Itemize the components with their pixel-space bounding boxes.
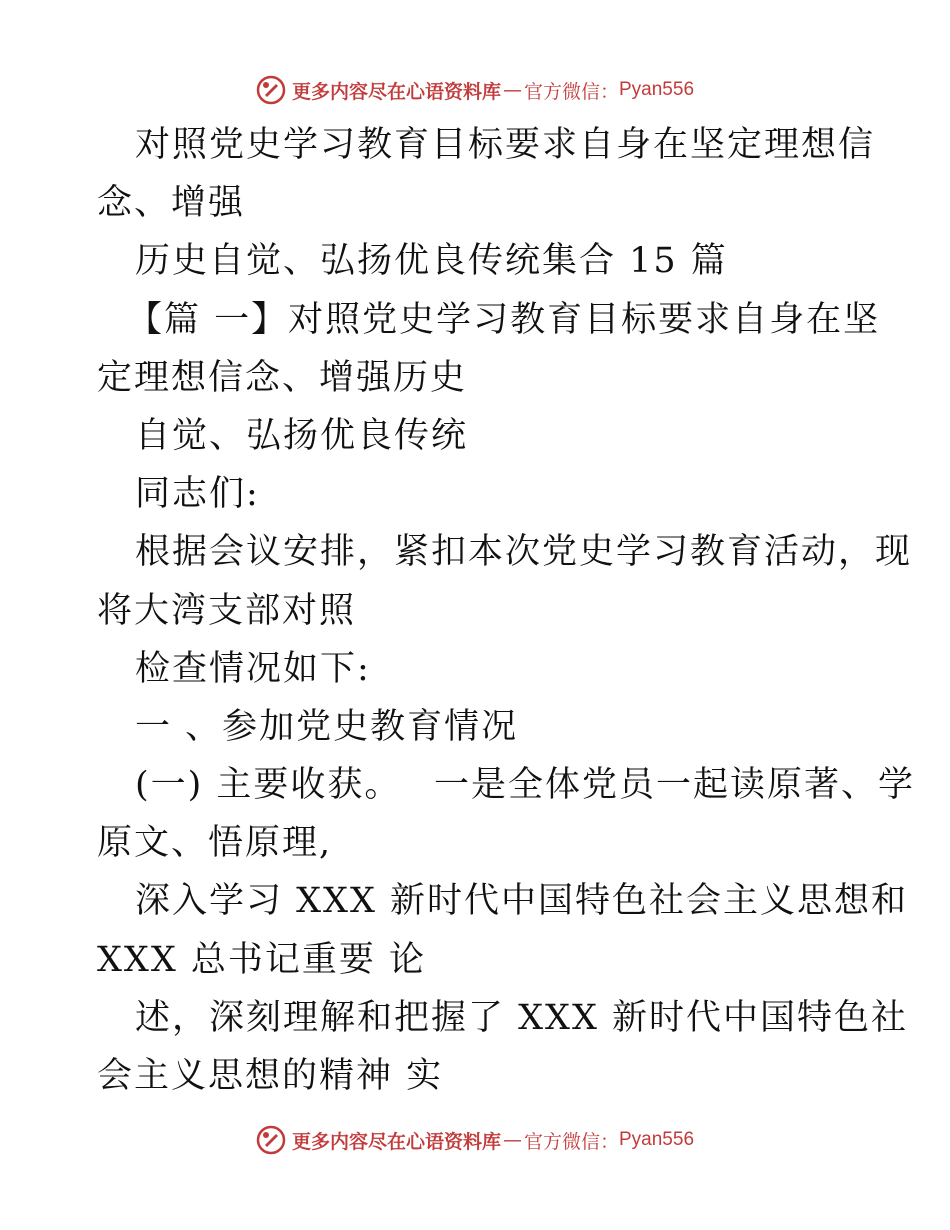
doc-line-1: 对照党史学习教育目标要求自身在坚定理想信 — [135, 125, 876, 165]
doc-line-9: 将大湾支部对照 — [97, 590, 357, 631]
watermark-dash: — — [502, 79, 522, 101]
doc-line-12: (一) 主要收获。 一是全体党员一起读原著、学 — [135, 765, 916, 806]
watermark-sub-text: 官方微信： — [523, 1130, 619, 1153]
watermark-footer — [0, 1120, 950, 1160]
watermark-wechat-id: Pyan556 — [619, 79, 695, 100]
doc-line-3: 历史自觉、弘扬优良传统集合 15 篇 — [135, 241, 728, 282]
doc-line-2: 念、增强 — [97, 183, 246, 224]
doc-line-17: 会主义思想的精神 实 — [97, 1056, 444, 1096]
watermark-main-text: 更多内容尽在心语资料库 — [291, 80, 501, 103]
document-body — [97, 116, 916, 1105]
watermark-dash: — — [502, 1129, 522, 1151]
doc-line-10: 检查情况如下: — [135, 648, 371, 689]
doc-line-7: 同志们: — [135, 474, 260, 515]
doc-line-4: 【篇 一】对照党史学习教育目标要求自身在坚 — [127, 299, 881, 340]
brand-logo-icon — [256, 75, 286, 105]
doc-line-15: XXX 总书记重要 论 — [97, 939, 427, 980]
watermark-wechat-id: Pyan556 — [619, 1129, 695, 1150]
doc-line-14: 深入学习 XXX 新时代中国特色社会主义思想和 — [135, 881, 909, 922]
watermark-main-text: 更多内容尽在心语资料库 — [291, 1130, 501, 1153]
watermark-header — [0, 70, 950, 110]
brand-logo-icon — [256, 1125, 286, 1155]
doc-line-5: 定理想信念、增强历史 — [97, 357, 468, 398]
doc-line-8: 根据会议安排，紧扣本次党史学习教育活动，现 — [135, 532, 913, 573]
doc-line-16: 述，深刻理解和把握了 XXX 新时代中国特色社 — [135, 997, 909, 1038]
watermark-sub-text: 官方微信： — [523, 80, 619, 103]
doc-line-11: 一 、参加党史教育情况 — [135, 706, 519, 747]
doc-line-13: 原文、悟原理, — [97, 823, 333, 864]
doc-line-6: 自觉、弘扬优良传统 — [135, 415, 469, 456]
